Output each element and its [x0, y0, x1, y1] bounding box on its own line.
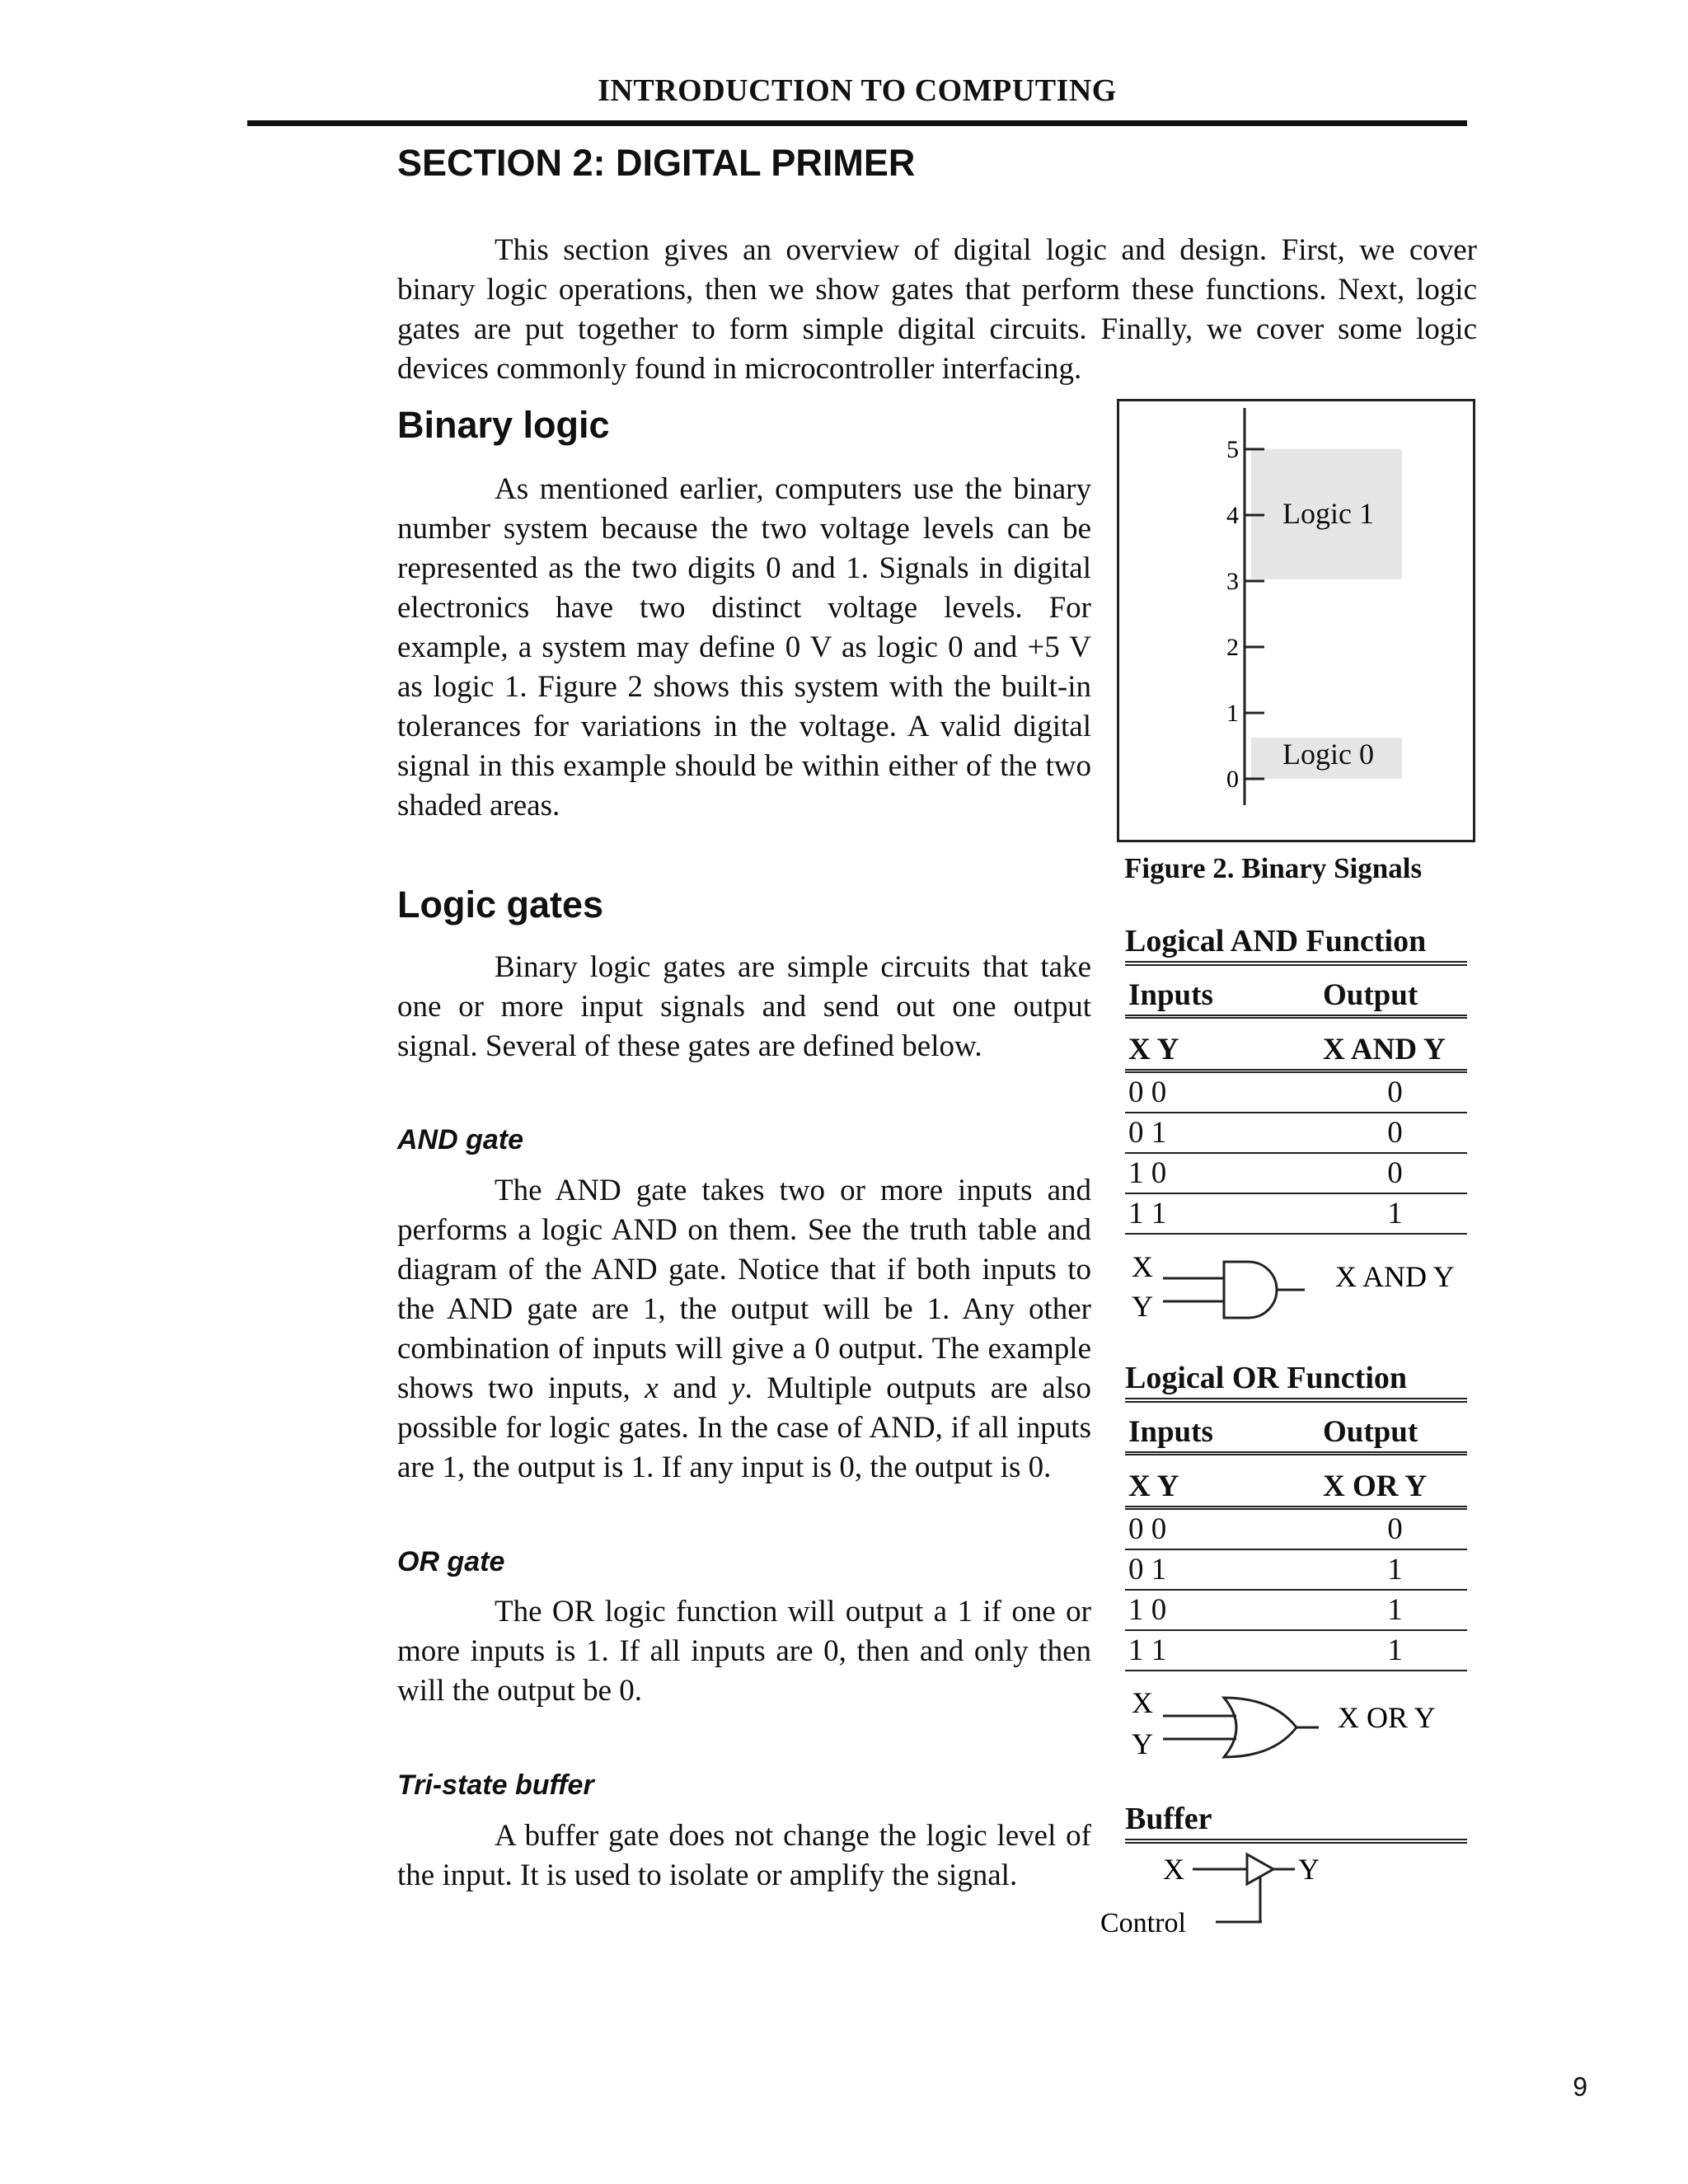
- and-output-label: Output: [1323, 978, 1418, 1012]
- and-table-title: Logical AND Function: [1125, 923, 1467, 966]
- and-gate-diagram: [1125, 1247, 1471, 1325]
- running-head: INTRODUCTION TO COMPUTING: [598, 73, 1117, 108]
- table-row: [1125, 1073, 1467, 1113]
- tristate-buffer-heading: Tri-state buffer: [397, 1769, 594, 1801]
- or-table-io-row: [1125, 1413, 1467, 1455]
- buffer-control-label: Control: [1100, 1908, 1186, 1938]
- tristate-buffer-paragraph: A buffer gate does not change the logic level of the input. It is used to isolate or amplify the signal.: [397, 1819, 1091, 1892]
- and-gate-y: Y: [1132, 1290, 1153, 1321]
- row-inputs: 0 1: [1128, 1116, 1167, 1150]
- axis-tick-label: 0: [1226, 766, 1239, 793]
- table-row: [1125, 1591, 1467, 1631]
- and-gate-output: X AND Y: [1335, 1260, 1455, 1293]
- binary-logic-paragraph: As mentioned earlier, computers use the binary number system because the two voltage levels can be represented as the two digits 0 and 1. Signals in digital electronics have two distinct voltage levels. For example, a system may define 0 V as logic 0 and +5 V as logic 1. Figure 2 shows this system with the built-in tolerances for variations in the voltage. A valid digital signal in this example should be within either of the two shaded areas.: [397, 472, 1091, 823]
- and-col-in: X Y: [1128, 1033, 1179, 1066]
- row-output: 0: [1387, 1076, 1403, 1109]
- or-col-out: X OR Y: [1323, 1469, 1428, 1503]
- and-inputs-label: Inputs: [1128, 978, 1213, 1012]
- and-gate-text-1: The AND gate takes two or more inputs and performs a logic AND on them. See the truth table and diagram of the AND gate. Notice that if both inputs to the AND gate are 1, the output will be 1. Any other combination of inputs will give a 0 output. The example shows two inputs,: [397, 1174, 1091, 1405]
- or-gate-heading: OR gate: [397, 1546, 505, 1577]
- table-row: [1125, 1631, 1467, 1671]
- row-inputs: 0 0: [1128, 1076, 1167, 1109]
- table-row: [1125, 1550, 1467, 1591]
- buffer-diagram: [1100, 1846, 1364, 1957]
- row-output: 0: [1387, 1116, 1403, 1150]
- or-gate-paragraph: The OR logic function will output a 1 if one or more inputs is 1. If all inputs are 0, then and only then will the output be 0.: [397, 1595, 1091, 1708]
- row-output: 1: [1387, 1593, 1403, 1627]
- axis-tick-label: 4: [1226, 502, 1239, 529]
- row-inputs: 1 1: [1128, 1197, 1167, 1230]
- row-output: 1: [1387, 1553, 1403, 1586]
- or-output-label: Output: [1323, 1415, 1418, 1449]
- table-row: [1125, 1154, 1467, 1194]
- or-inputs-label: Inputs: [1128, 1415, 1213, 1449]
- buffer-x: X: [1163, 1853, 1184, 1886]
- row-output: 0: [1387, 1512, 1403, 1546]
- buffer-y: Y: [1298, 1853, 1320, 1886]
- var-y: y: [731, 1371, 745, 1405]
- intro-paragraph: This section gives an overview of digital logic and design. First, we cover binary logic operations, then we show gates that perform these functions. Next, logic gates are put together to form simple digital circuits. Finally, we cover some logic devices commonly found in microcontroller interfacing.: [397, 233, 1477, 386]
- row-inputs: 1 1: [1128, 1633, 1167, 1667]
- header-rule: [247, 120, 1467, 126]
- row-output: 0: [1387, 1156, 1403, 1190]
- and-gate-x: X: [1132, 1250, 1153, 1283]
- or-col-in: X Y: [1128, 1469, 1179, 1503]
- row-output: 1: [1387, 1197, 1403, 1230]
- and-gate-symbol: [1224, 1262, 1277, 1318]
- axis-tick-label: 5: [1226, 436, 1239, 463]
- or-gate-x: X: [1132, 1686, 1153, 1719]
- and-gate-text-2: . Multiple outputs are also possible for logic gates. In the case of AND, if all inputs are 1, the output is 1. If any input is 0, the output is 0.: [397, 1371, 1091, 1484]
- and-table-header-row: [1125, 1030, 1467, 1073]
- or-gate-output: X OR Y: [1338, 1701, 1436, 1734]
- or-gate-symbol: [1224, 1698, 1296, 1757]
- logic-0-label: Logic 0: [1282, 738, 1374, 771]
- section-title: SECTION 2: DIGITAL PRIMER: [397, 142, 916, 184]
- var-x: x: [645, 1371, 659, 1405]
- axis-tick-label: 2: [1226, 634, 1239, 661]
- logic-1-label: Logic 1: [1282, 497, 1374, 530]
- binary-signals-diagram: [1119, 401, 1473, 840]
- or-truth-table: [1125, 1360, 1467, 1671]
- and-gate-paragraph: [397, 1171, 1091, 1488]
- axis-tick-label: 3: [1226, 568, 1239, 595]
- and-col-out: X AND Y: [1323, 1033, 1446, 1066]
- buffer-title: Buffer: [1125, 1801, 1467, 1844]
- row-output: 1: [1387, 1633, 1403, 1667]
- table-row: [1125, 1194, 1467, 1235]
- row-inputs: 1 0: [1128, 1593, 1167, 1627]
- row-inputs: 1 0: [1128, 1156, 1167, 1190]
- logic-gates-paragraph: Binary logic gates are simple circuits that take one or more input signals and send out one output signal. Several of these gates are defined below.: [397, 950, 1091, 1063]
- table-row: [1125, 1510, 1467, 1550]
- row-inputs: 0 1: [1128, 1553, 1167, 1586]
- table-row: [1125, 1113, 1467, 1154]
- and-gate-and: and: [658, 1371, 732, 1405]
- row-inputs: 0 0: [1128, 1512, 1167, 1546]
- page-number: 9: [1573, 2072, 1587, 2102]
- and-gate-heading: AND gate: [397, 1124, 524, 1155]
- or-gate-y: Y: [1132, 1727, 1153, 1760]
- or-table-header-row: [1125, 1467, 1467, 1510]
- binary-logic-heading: Binary logic: [397, 404, 610, 446]
- and-table-io-row: [1125, 976, 1467, 1019]
- figure-2-frame: [1117, 399, 1475, 842]
- or-table-title: Logical OR Function: [1125, 1360, 1467, 1403]
- and-truth-table: [1125, 923, 1467, 1235]
- or-gate-diagram: [1125, 1680, 1471, 1766]
- axis-tick-label: 1: [1226, 700, 1239, 727]
- figure-2-caption: Figure 2. Binary Signals: [1124, 852, 1423, 884]
- logic-gates-heading: Logic gates: [397, 883, 604, 926]
